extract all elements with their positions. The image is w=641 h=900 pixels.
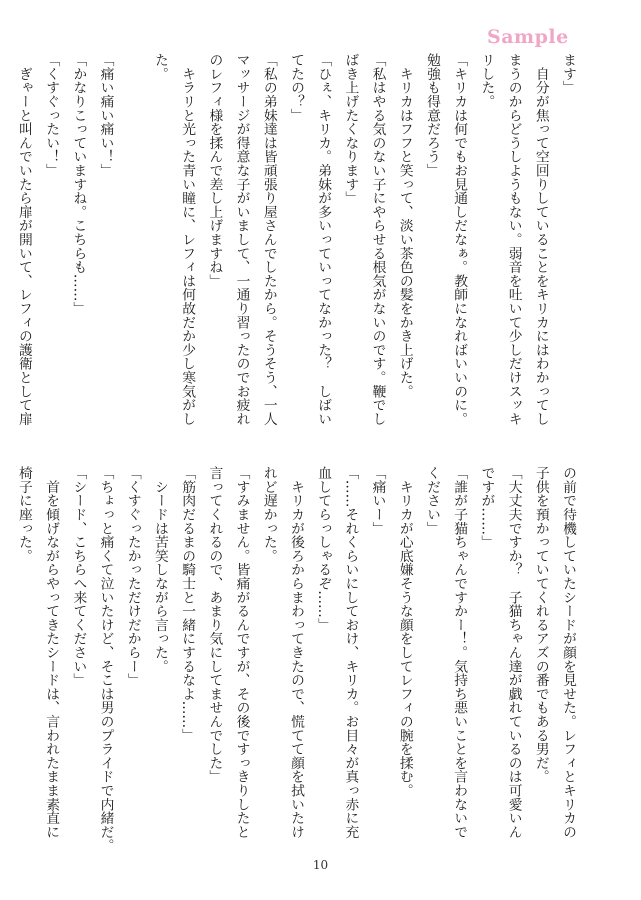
text-line: ぎゃーと叫んでいたら扉が開いて、レフィの護衛として扉: [15, 53, 32, 426]
text-line: まうのからどうしようもない。弱音を吐いて少しだけスッキ: [505, 53, 522, 426]
text-line: 言ってくれるので、あまり気にしてませんでした」: [206, 466, 223, 784]
text-line: 「誰が子猫ちゃんですかー！。気持ち悪いことを言わないで: [451, 466, 468, 839]
text-line: 「ちょっと痛くて泣いたけど、そこは男のプライドで内緒だ。: [97, 466, 114, 853]
text-line: 「くすぐったい！」: [43, 53, 60, 178]
text-line: ください」: [423, 466, 440, 535]
text-line: のレフィ様を揉んで差し上げますね」: [206, 53, 223, 288]
upper-text-block: [10, 53, 581, 441]
text-line: キリカが心底嫌そうな顔をしてレフィの腕を揉む。: [396, 466, 413, 798]
text-line: 血してらっしゃるぞ……」: [315, 466, 332, 632]
text-line: 「筋肉だるまの騎士と一緒にするなよ……」: [179, 466, 196, 742]
text-line: 「私の弟妹達は皆頑張り屋さんでしたから。そうそう、一人: [260, 53, 277, 426]
text-line: 「……それくらいにしておけ、キリカ。お目々が真っ赤に充: [342, 466, 359, 839]
lower-text-block: [10, 466, 581, 853]
text-line: ですが……」: [478, 466, 495, 549]
text-line: 「痛い痛い痛い！」: [97, 53, 114, 178]
text-line: キラリと光った青い瞳に、レフィは何故だか少し寒気がし: [179, 53, 196, 426]
text-line: 「キリカは何でもお見通しだなぁ。教師になればいいのに。: [451, 53, 468, 426]
text-line: てたの？」: [287, 53, 304, 122]
text-line: キリカが後ろからまわってきたので、慌てて顔を拭いたけ: [287, 466, 304, 839]
text-line: 椅子に座った。: [15, 466, 32, 563]
text-line: 勉強も得意だろう」: [423, 53, 440, 178]
text-line: キリカはフフと笑って、淡い茶色の髪をかき上げた。: [396, 53, 413, 398]
text-line: 「くすぐったかっただけだからー」: [124, 466, 141, 687]
text-line: ます」: [560, 53, 576, 95]
text-line: シードは苦笑しながら言った。: [151, 466, 168, 673]
sample-watermark: Sample: [487, 26, 569, 48]
text-line: リした。: [478, 53, 495, 109]
text-line: の前で待機していたシードが顔を見せた。レフィとキリカの: [560, 466, 576, 839]
text-line: 「痛いー」: [369, 466, 386, 535]
text-line: 「大丈夫ですか？ 子猫ちゃん達が戯れているのは可愛いん: [505, 466, 522, 839]
text-line: 「かなりこっていますね。こちらも……」: [70, 53, 87, 316]
text-line: 自分が焦って空回りしていることをキリカにはわかってし: [532, 53, 549, 426]
text-line: た。: [151, 53, 168, 81]
text-line: 「ひぇ、キリカ。弟妹が多いっていってなかった？ しばい: [315, 53, 332, 426]
text-line: 子供を預かっていてくれるアズの番でもある男だ。: [532, 466, 549, 784]
text-line: 「私はやる気のない子にやらせる根気がないのです。鞭でし: [369, 53, 386, 426]
text-line: 「シード、こちらへ来てください」: [70, 466, 87, 687]
text-line: 首を傾げながらやってきたシードは、言われたまま素直に: [43, 466, 60, 839]
text-line: マッサージが得意な子がいまして、一通り習ったのでお疲れ: [233, 53, 250, 426]
text-line: [119, 53, 146, 441]
text-line: ばき上げたくなります」: [342, 53, 359, 205]
text-line: 「すみません。皆痛がるんですが、その後ですっきりしたと: [233, 466, 250, 839]
text-line: れど遅かった。: [260, 466, 277, 563]
page-number: 10: [312, 858, 329, 872]
